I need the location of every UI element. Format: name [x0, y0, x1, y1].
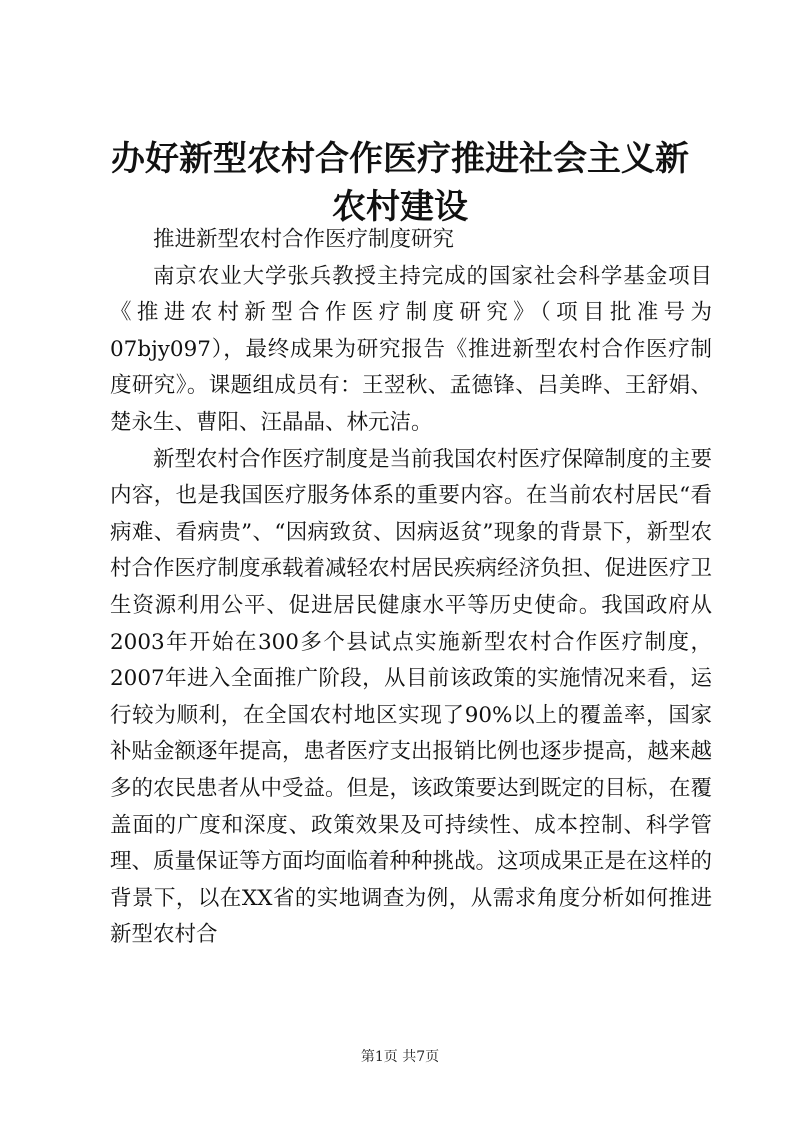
paragraph-background: 新型农村合作医疗制度是当前我国农村医疗保障制度的主要内容，也是我国医疗服务体系的重要内容。在当前农村居民“看病难、看病贵”、“因病致贫、因病返贫”现象的背景下，新型农村合作医疗制度承载着减轻农村居民疾病经济负担、促进医疗卫生资源利用公平、促进居民健康水平等历史使命。我国政府从2003年开始在300多个县试点实施新型农村合作医疗制度，2007年进入全面推广阶段，从目前该政策的实施情况来看，运行较为顺利，在全国农村地区实现了90%以上的覆盖率，国家补贴金额逐年提高，患者医疗支出报销比例也逐步提高，越来越多的农民患者从中受益。但是，该政策要达到既定的目标，在覆盖面的广度和深度、政策效果及可持续性、成本控制、科学管理、质量保证等方面均面临着种种挑战。这项成果正是在这样的背景下，以在XX省的实地调查为例，从需求角度分析如何推进新型农村合 — [110, 446, 713, 948]
paragraph-project-info: 南京农业大学张兵教授主持完成的国家社会科学基金项目《推进农村新型合作医疗制度研究》（项目批准号为07bjy097），最终成果为研究报告《推进新型农村合作医疗制度研究》。课题组成员有：王翌秋、孟德锋、吕美晔、王舒娟、楚永生、曹阳、汪晶晶、林元洁。 — [110, 263, 712, 435]
document-body — [110, 222, 712, 954]
document-title: 办好新型农村合作医疗推进社会主义新农村建设 — [111, 139, 689, 227]
page-number-footer: 第1页 共7页 — [360, 1049, 440, 1065]
paragraph-subtitle: 推进新型农村合作医疗制度研究 — [153, 227, 455, 252]
